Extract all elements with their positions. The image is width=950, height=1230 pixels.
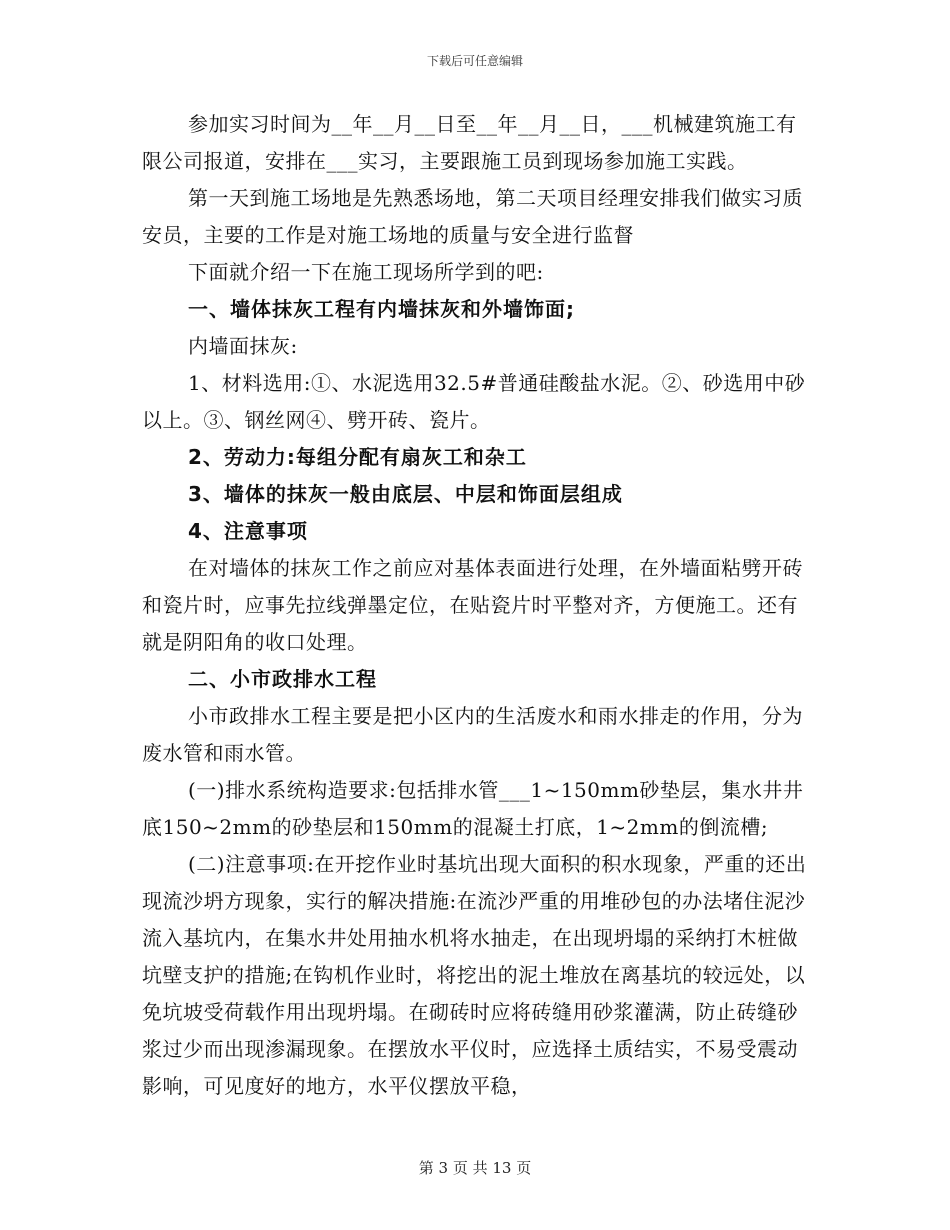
- paragraph-inner-wall: 内墙面抹灰:: [188, 334, 298, 358]
- document-body: [142, 106, 812, 1105]
- heading-labor: 2、劳动力:每组分配有扇灰工和杂工: [188, 445, 527, 469]
- paragraph-materials: 1、材料选用:①、水泥选用32.5#普通硅酸盐水泥。②、砂选用中砂以上。③、钢丝网④、劈开砖、瓷片。: [142, 371, 806, 432]
- paragraph-intro: 下面就介绍一下在施工现场所学到的吧:: [188, 260, 544, 284]
- heading-wall-plastering: 一、墙体抹灰工程有内墙抹灰和外墙饰面;: [188, 297, 575, 321]
- paragraph-drainage-structure: (一)排水系统构造要求:包括排水管___1~150mm砂垫层，集水井井底150~2mm的砂垫层和150mm的混凝土打底，1~2mm的倒流槽;: [142, 778, 804, 839]
- paragraph-first-day: 第一天到施工场地是先熟悉场地，第二天项目经理安排我们做实习质安员，主要的工作是对施工场地的质量与安全进行监督: [142, 186, 803, 247]
- heading-notes: 4、注意事项: [188, 519, 308, 543]
- heading-drainage: 二、小市政排水工程: [188, 667, 377, 691]
- paragraph-drainage-notes: (二)注意事项:在开挖作业时基坑出现大面积的积水现象，严重的还出现流沙坍方现象，实行的解决措施:在流沙严重的用堆砂包的办法堵住泥沙流入基坑内，在集水井处用抽水机将水抽走，在出现坍塌的采纳打木桩做坑壁支护的措施;在钩机作业时，将挖出的泥土堆放在离基坑的较远处，以免坑坡受荷载作用出现坍塌。在砌砖时应将砖缝用砂浆灌满，防止砖缝砂浆过少而出现渗漏现象。在摆放水平仪时，应选择土质结实，不易受震动影响，可见度好的地方，水平仪摆放平稳，: [142, 852, 807, 1098]
- heading-layers: 3、墙体的抹灰一般由底层、中层和饰面层组成: [188, 482, 623, 506]
- page-header: 下载后可任意编辑: [426, 54, 523, 68]
- paragraph-internship-time: 参加实习时间为__年__月__日至__年__月__日，___机械建筑施工有限公司报道，安排在___实习，主要跟施工员到现场参加施工实践。: [142, 112, 797, 173]
- paragraph-drainage-intro: 小市政排水工程主要是把小区内的生活废水和雨水排走的作用，分为废水管和雨水管。: [142, 704, 803, 765]
- paragraph-plaster-notes: 在对墙体的抹灰工作之前应对基体表面进行处理，在外墙面粘劈开砖和瓷片时，应事先拉线弹墨定位，在贴瓷片时平整对齐，方便施工。还有就是阴阳角的收口处理。: [142, 556, 803, 654]
- page-footer: 第 3 页 共 13 页: [418, 1159, 532, 1177]
